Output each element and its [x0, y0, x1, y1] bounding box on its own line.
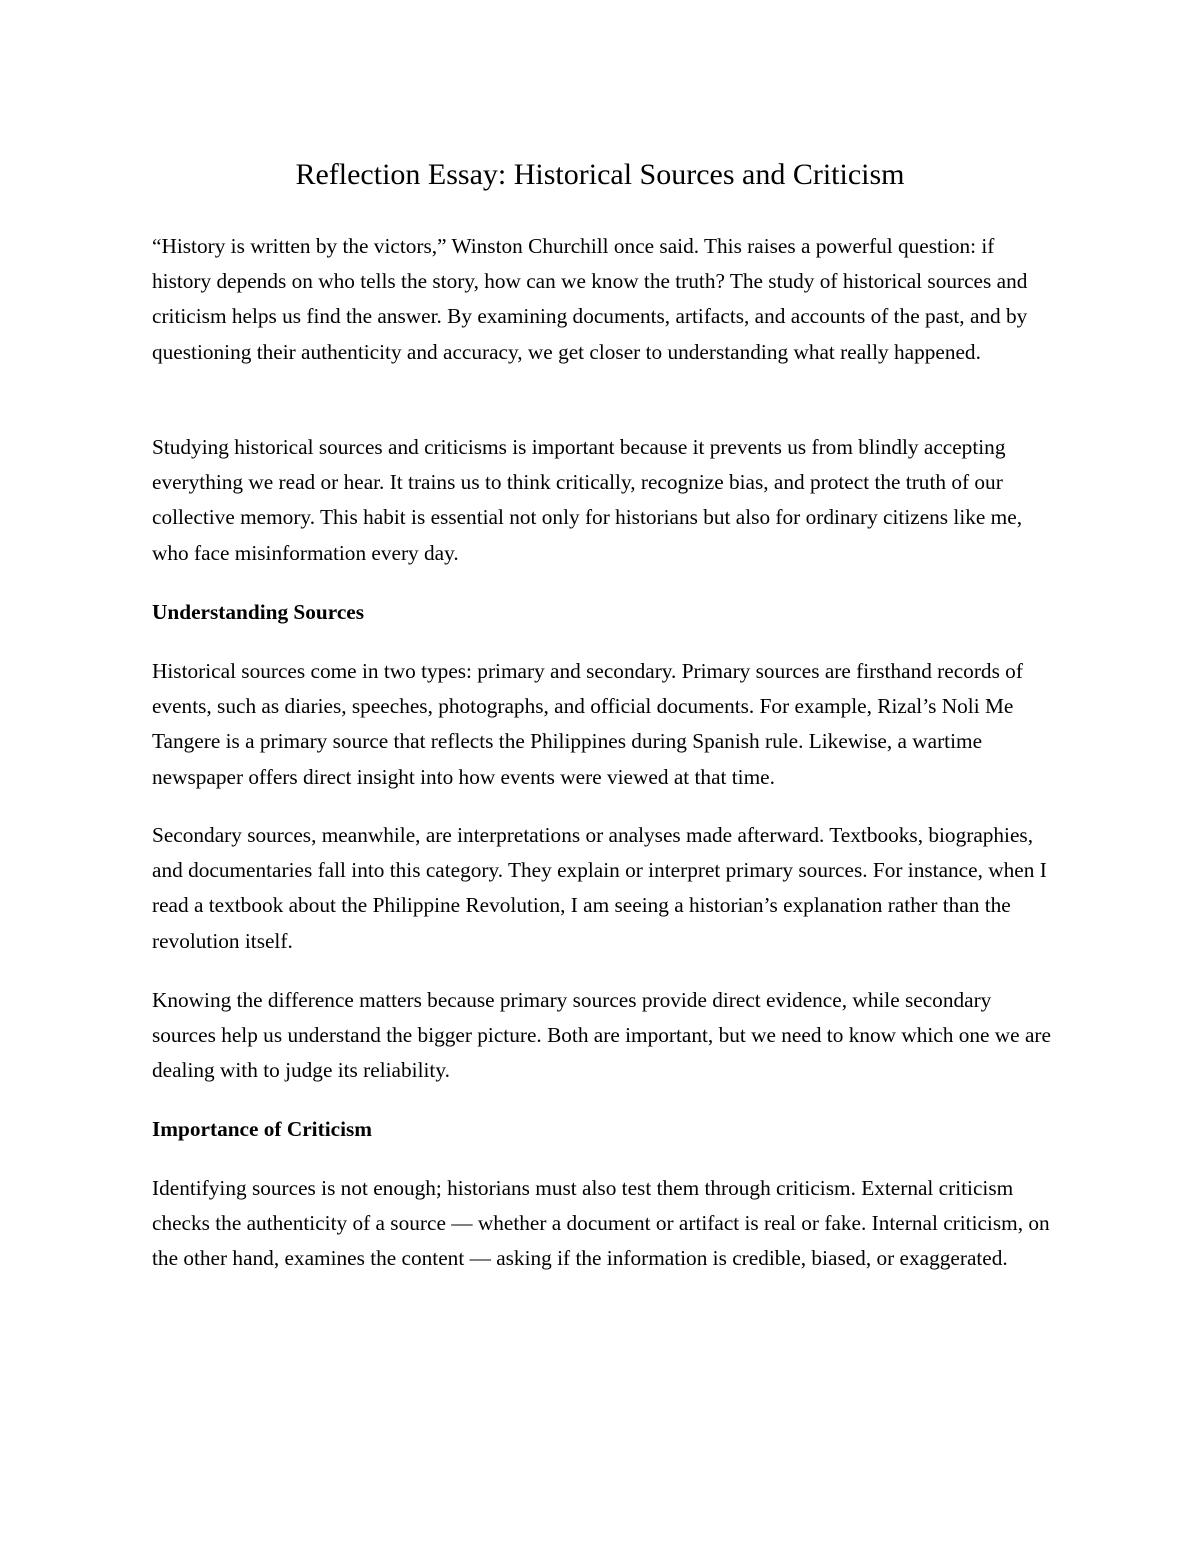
paragraph-secondary-sources: Secondary sources, meanwhile, are interpretations or analyses made afterward. Textbooks, biographies, and documentaries fall into this category. They explain or interpret primary sources. For instance, when I read a textbook about the Philippine Revolution, I am seeing a historian’s explanation rather than the revolution itself.: [152, 823, 1047, 953]
paragraph-difference: Knowing the difference matters because primary sources provide direct evidence, while secondary sources help us understand the bigger picture. Both are important, but we need to know which one we are dealing with to judge its reliability.: [152, 988, 1051, 1083]
essay-title: Reflection Essay: Historical Sources and Criticism: [295, 158, 905, 191]
paragraph-primary-sources: Historical sources come in two types: primary and secondary. Primary sources are firsthand records of events, such as diaries, speeches, photographs, and official documents. For example, Rizal’s Noli Me Tangere is a primary source that reflects the Philippines during Spanish rule. Likewise, a wartime newspaper offers direct insight into how events were viewed at that time.: [152, 659, 1023, 789]
paragraph-importance: Studying historical sources and criticisms is important because it prevents us from blindly accepting everything we read or hear. It trains us to think critically, recognize bias, and protect the truth of our collective memory. This habit is essential not only for historians but also for ordinary citizens like me, who face misinformation every day.: [152, 435, 1023, 565]
section-heading-importance-of-criticism: Importance of Criticism: [152, 1117, 373, 1141]
paragraph-criticism: Identifying sources is not enough; historians must also test them through criticism. External criticism checks the authenticity of a source — whether a document or artifact is real or fake. Internal criticism, on the other hand, examines the content — asking if the information is credible, biased, or exaggerated.: [152, 1176, 1050, 1271]
section-heading-understanding-sources: Understanding Sources: [152, 600, 365, 624]
paragraph-intro: “History is written by the victors,” Winston Churchill once said. This raises a powerful question: if history depends on who tells the story, how can we know the truth? The study of historical sources and criticism helps us find the answer. By examining documents, artifacts, and accounts of the past, and by questioning their authenticity and accuracy, we get closer to understanding what really happened.: [152, 234, 1028, 364]
